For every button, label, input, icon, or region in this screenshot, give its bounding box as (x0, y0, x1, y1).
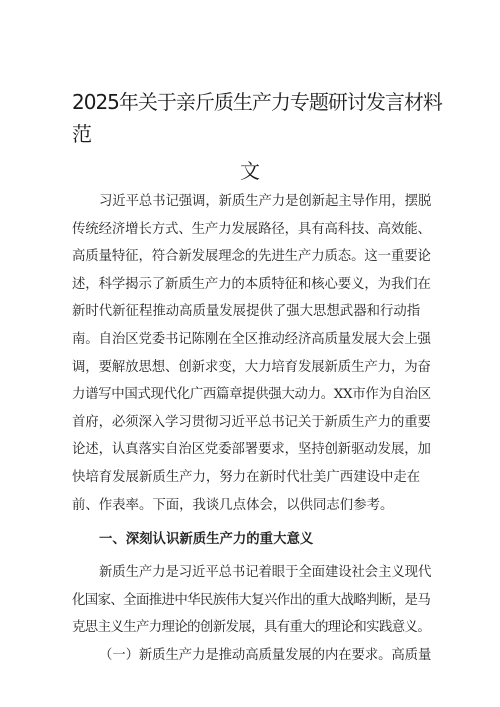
document-title (72, 86, 442, 150)
text-line: 南。自治区党委书记陈刚在全区推动经济高质量发展大会上强 (72, 331, 431, 347)
text-line: 快培育发展新质生产力，努力在新时代壮美广西建设中走在 (72, 469, 421, 485)
document-body (72, 188, 430, 670)
text-line: 力谱写中国式现代化广西篇章提供强大动力。XX市作为自治区 (72, 387, 431, 403)
text-line: 新时代新征程推动高质量发展提供了强大思想武器和行动指 (72, 304, 421, 320)
text-line: 习近平总书记强调，新质生产力是创新起主导作用，摆脱 (99, 194, 432, 209)
title-line: 范 (72, 122, 92, 146)
section-paragraph (72, 559, 430, 642)
text-line: （一）新质生产力是推动高质量发展的内在要求。高质量 (99, 647, 432, 663)
title-tail: 文 (240, 159, 260, 183)
intro-paragraph (72, 188, 430, 519)
text-line: 调，要解放思想、创新求变，大力培育发展新质生产力，为奋 (72, 359, 431, 375)
text-line: 传统经济增长方式、生产力发展路径，具有高科技、高效能、 (72, 221, 431, 237)
text-line: 述，科学揭示了新质生产力的本质特征和核心要义，为我们在 (72, 276, 431, 292)
subsection-paragraph (72, 642, 430, 670)
text-line: 前、作表率。下面，我谈几点体会，以供同志们参考。 (72, 497, 394, 513)
text-line: 克思主义生产力理论的创新发展，具有重大的理论和实践意义。 (72, 620, 431, 636)
text-line: 化国家、全面推进中华民族伟大复兴作出的重大战略判断，是马 (72, 592, 431, 608)
text-line: 首府，必须深入学习贯彻习近平总书记关于新质生产力的重要 (72, 414, 431, 430)
text-line: 论述，认真落实自治区党委部署要求，坚持创新驱动发展，加 (72, 442, 431, 458)
title-line: 2025年关于亲斤质生产力专题研讨发言材料 (72, 90, 442, 114)
section-heading: 一、深刻认识新质生产力的重大意义 (99, 532, 314, 548)
text-line: 新质生产力是习近平总书记着眼于全面建设社会主义现代 (99, 565, 432, 581)
text-line: 高质量特征，符合新发展理念的先进生产力质态。这一重要论 (72, 249, 431, 265)
